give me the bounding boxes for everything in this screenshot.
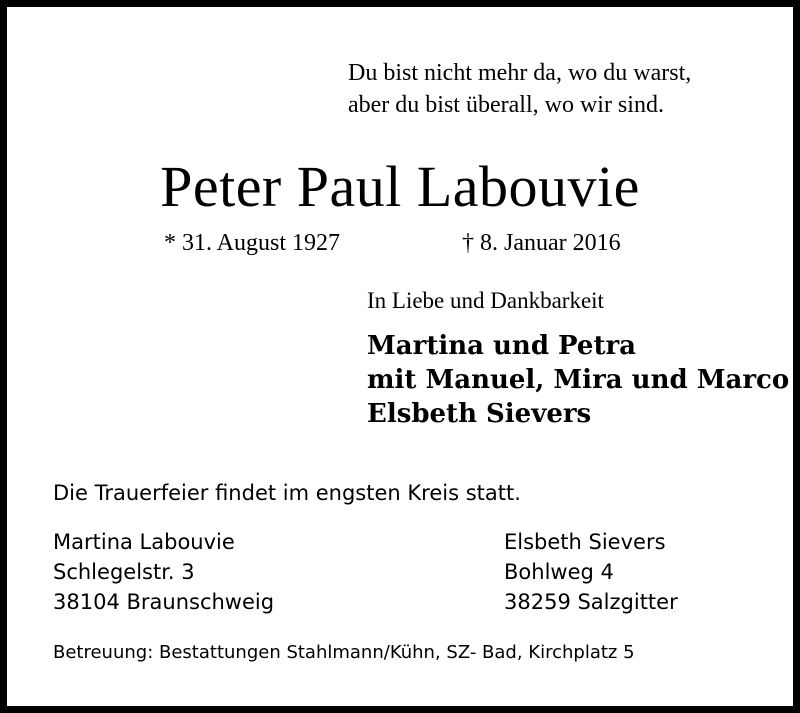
mourners-list — [367, 329, 789, 431]
quote-line-1: Du bist nicht mehr da, wo du warst, — [348, 60, 692, 86]
mourner-line: Elsbeth Sievers — [367, 399, 592, 429]
deceased-name: Peter Paul Labouvie — [160, 154, 640, 219]
quote-line-2: aber du bist überall, wo wir sind. — [348, 92, 664, 118]
birth-date: * 31. August 1927 — [164, 230, 341, 256]
address-street: Bohlweg 4 — [504, 560, 614, 584]
address-city: 38104 Braunschweig — [53, 590, 275, 614]
funeral-home-credit: Betreuung: Bestattungen Stahlmann/Kühn, SZ- Bad, Kirchplatz 5 — [53, 642, 635, 663]
address-name: Martina Labouvie — [53, 530, 235, 554]
address-block — [504, 527, 678, 617]
mourners-intro: In Liebe und Dankbarkeit — [367, 288, 604, 313]
mourner-line: mit Manuel, Mira und Marco — [367, 365, 790, 395]
address-name: Elsbeth Sievers — [504, 530, 666, 554]
death-date: † 8. Januar 2016 — [462, 230, 621, 256]
address-block — [53, 527, 274, 617]
memorial-quote — [348, 57, 691, 121]
mourner-line: Martina und Petra — [367, 331, 637, 361]
address-city: 38259 Salzgitter — [504, 590, 678, 614]
address-street: Schlegelstr. 3 — [53, 560, 195, 584]
ceremony-notice: Die Trauerfeier findet im engsten Kreis statt. — [53, 481, 521, 505]
